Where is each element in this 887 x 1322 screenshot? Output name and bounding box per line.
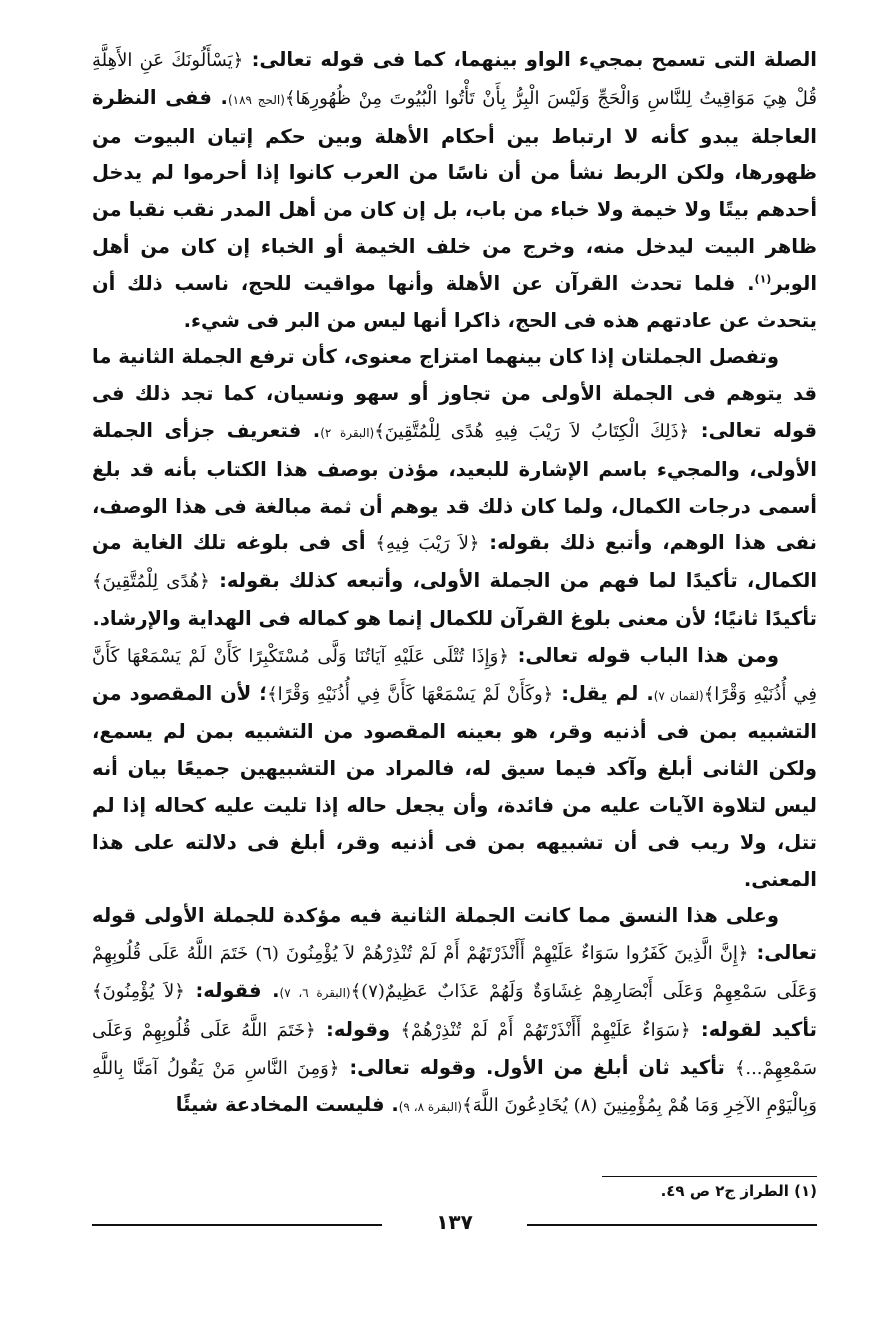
verse-reference: (الحج ١٨٩) bbox=[227, 92, 285, 107]
verse-reference: (البقرة ٦، ٧) bbox=[279, 985, 351, 1000]
quran-verse: ﴿لاَ يُؤْمِنُونَ﴾ bbox=[92, 980, 185, 1002]
quran-verse: ﴿إِنَّ الَّذِينَ كَفَرُوا سَوَاءٌ عَلَيْهِمْ أَأَنْذَرْتَهُمْ أَمْ لَمْ تُنْذِرْهُمْ لاَ يُؤْمِنُونَ (٦) خَتَمَ اللَّهُ عَلَى قُلُوبِهِمْ وَعَلَى سَمْعِهِمْ وَعَلَى أَبْصَارِهِمْ غِشَاوَةٌ وَلَهُمْ عَذَابٌ عَظِيمٌ(٧)﴾ bbox=[92, 943, 818, 1002]
paragraph bbox=[92, 898, 817, 1126]
quran-verse: ﴿وكَأَنْ لَمْ يَسْمَعْهَا كَأَنَّ فِي أُذُنَيْهِ وَقْرًا﴾ bbox=[267, 683, 554, 705]
paragraph-text: . لم يقل: bbox=[553, 681, 654, 705]
footer-rule-right bbox=[527, 1224, 817, 1226]
quran-verse: ﴿هُدًى لِلْمُتَّقِينَ﴾ bbox=[92, 571, 210, 593]
quran-verse: ﴿وَمِنَ النَّاسِ مَنْ يَقُولُ آمَنَّا بِاللَّهِ وَبِالْيَوْمِ الآخِرِ وَمَا هُمْ بِمُؤْمِنِينَ (٨) يُخَادِعُونَ اللَّهَ﴾ bbox=[92, 1057, 817, 1117]
paragraph-text: وقوله: bbox=[315, 1017, 401, 1041]
paragraph-text: . ففى النظرة العاجلة يبدو كأنه لا ارتباط بين أحكام الأهلة وبين حكم إتيان البيوت من ظهورها، ولكن الربط نشأ من أن ناسًا من العرب كانوا إذا أحرموا لم يدخل أحدهم بيتًا ولا خيمة ولا خباء من باب، بل إن كان من أهل المدر نقب نقبا من ظاهر البيت ليدخل منه، وخرج من خلف الخيمة أو الخباء إن كان من أهل الوبر bbox=[92, 85, 817, 295]
paragraph-text: تأكيد لقوله: bbox=[690, 1017, 818, 1041]
paragraph bbox=[92, 42, 817, 339]
quran-verse: ﴿خَتَمَ اللَّهُ عَلَى قُلُوبِهِمْ وَعَلَى سَمْعِهِمْ...﴾ bbox=[92, 1019, 817, 1079]
book-page bbox=[92, 42, 817, 1292]
quran-verse: ﴿لاَ رَيْبَ فِيهِ﴾ bbox=[375, 533, 480, 555]
paragraph-text: أى فى بلوغه تلك الغاية من الكمال، تأكيدًا لما فهم من الجملة الأولى، وأتبعه كذلك بقوله: bbox=[92, 531, 817, 593]
quran-verse: ﴿وَإِذَا تُتْلَى عَلَيْهِ آيَاتُنَا وَلَّى مُسْتَكْبِرًا كَأَنْ لَمْ يَسْمَعْهَا كَأَنَّ فِي أُذُنَيْهِ وَقْرًا﴾ bbox=[92, 645, 818, 705]
paragraph-text: . فقوله: bbox=[184, 978, 280, 1002]
paragraph bbox=[92, 339, 817, 637]
footnote-divider bbox=[602, 1176, 817, 1177]
quran-verse: ﴿يَسْأَلُونَكَ عَنِ الأَهِلَّةِ قُلْ هِيَ مَوَاقِيتُ لِلنَّاسِ وَالْحَجِّ وَلَيْسَ الْبِرُّ بِأَنْ تَأْتُوا الْبُيُوتَ مِنْ ظُهُورِهَا﴾ bbox=[92, 50, 817, 109]
page-number: ١٣٧ bbox=[436, 1210, 473, 1234]
verse-reference: (البقرة ٢) bbox=[320, 425, 375, 440]
paragraph-text: وتفصل الجملتان إذا كان بينهما امتزاج معنوى، كأن ترفع الجملة الثانية ما قد يتوهم فى الجملة الأولى من تجاوز أو سهو ونسيان، كما تجد ذلك فى قوله تعالى: bbox=[92, 345, 817, 442]
paragraph-text: ومن هذا الباب قوله تعالى: bbox=[508, 643, 779, 667]
paragraph-text: . فليست المخادعة شيئًا bbox=[175, 1093, 399, 1117]
quran-verse: ﴿سَوَاءٌ عَلَيْهِمْ أَأَنْذَرْتَهُمْ أَمْ لَمْ تُنْذِرْهُمْ﴾ bbox=[400, 1019, 691, 1041]
paragraph-text: وعلى هذا النسق مما كانت الجملة الثانية فيه مؤكدة للجملة الأولى قوله تعالى: bbox=[92, 904, 817, 965]
footnote: (١) الطراز ج٢ ص ٤٩. bbox=[660, 1182, 817, 1200]
body-text bbox=[92, 42, 817, 1126]
paragraph bbox=[92, 638, 817, 899]
quran-verse: ﴿ذَلِكَ الْكِتَابُ لاَ رَيْبَ فِيهِ هُدًى لِلْمُتَّقِينَ﴾ bbox=[374, 420, 690, 442]
paragraph-text: . فلما تحدث القرآن عن الأهلة وأنها مواقيت للحج، ناسب ذلك أن يتحدث عن عادتهم هذه فى الحج، ذاكرا أنها ليس من البر فى شيء. bbox=[92, 271, 817, 332]
paragraph-text: تأكيدًا ثانيًا؛ لأن معنى بلوغ القرآن للكمال إنما هو كماله فى الهداية والإرشاد. bbox=[92, 606, 817, 630]
paragraph-text: تأكيد ثان أبلغ من الأول. وقوله تعالى: bbox=[339, 1055, 735, 1079]
paragraph-text: ؛ لأن المقصود من التشبيه بمن فى أذنيه وقر، هو بعينه المقصود من التشبيه بمن لم يسمع، ولكن الثانى أبلغ وآكد فيما سيق له، فالمراد من التشبيهين جميعًا بيان أنه ليس لتلاوة الآيات عليه من فائدة، وأن يجعل حاله إذا تليت عليه كحاله إذا لم تتل، ولا ريب فى أن تشبيهه بمن فى أذنيه وقر، أبلغ فى دلالته على هذا المعنى. bbox=[92, 681, 817, 891]
page-footer bbox=[92, 1210, 817, 1238]
paragraph-text: . فتعريف جزأى الجملة الأولى، والمجيء باسم الإشارة للبعيد، مؤذن بوصف هذا الكتاب بأنه قد بلغ أسمى درجات الكمال، ولما كان ذلك قد يوهم أن ثمة مبالغة فى هذا الوصف، نفى هذا الوهم، وأتبع ذلك بقوله: bbox=[92, 418, 817, 555]
verse-reference: (البقرة ٨، ٩) bbox=[398, 1100, 463, 1115]
footnote-marker: (١) bbox=[754, 272, 772, 286]
verse-reference: (لقمان ٧) bbox=[653, 688, 704, 703]
paragraph-text: الصلة التى تسمح بمجيء الواو بينهما، كما فى قوله تعالى: bbox=[243, 48, 817, 71]
